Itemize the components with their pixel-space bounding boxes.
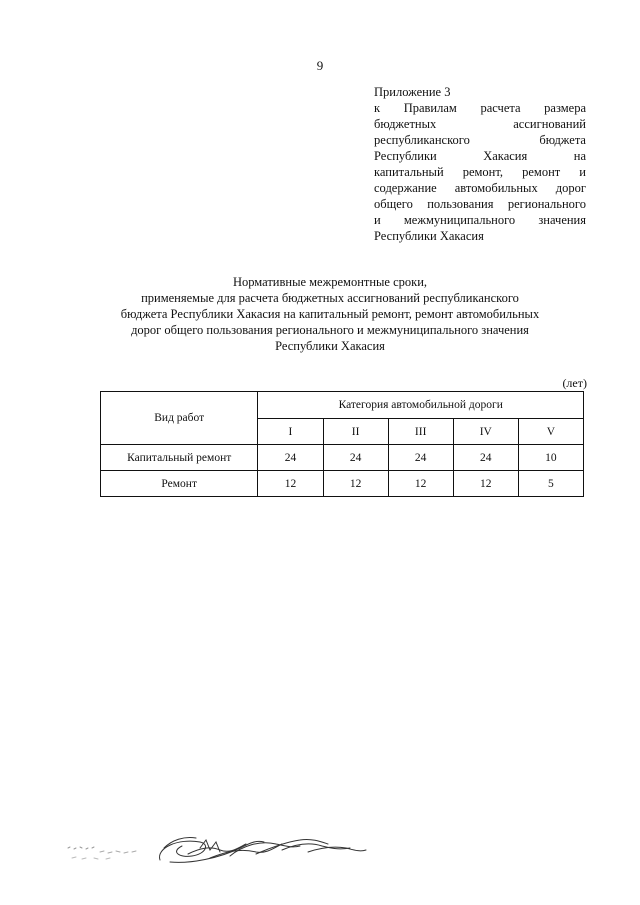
category-cell: II [323,419,388,445]
units-label: (лет) [562,376,587,390]
table-cell: 5 [518,471,583,497]
category-cell: III [388,419,453,445]
appendix-line: содержание автомобильных дорог [374,181,586,195]
table-cell: 12 [323,471,388,497]
document-title [80,274,580,354]
table-header-row [101,392,584,419]
category-cell: IV [453,419,518,445]
header-work-type: Вид работ [101,392,258,445]
appendix-line: республиканского бюджета [374,133,586,147]
row-label: Ремонт [101,471,258,497]
row-label: Капитальный ремонт [101,445,258,471]
table-cell: 12 [258,471,323,497]
table-cell: 24 [453,445,518,471]
category-cell: V [518,419,583,445]
table-row [101,445,584,471]
header-category: Категория автомобильной дороги [258,392,584,419]
table-cell: 24 [323,445,388,471]
appendix-line: капитальный ремонт, ремонт и [374,165,586,179]
appendix-line: Республики Хакасия на [374,149,586,163]
table-cell: 10 [518,445,583,471]
table-cell: 24 [258,445,323,471]
table-cell: 12 [388,471,453,497]
page-number: 9 [316,58,324,73]
table-row [101,471,584,497]
title-line: Республики Хакасия [275,339,385,353]
table-cell: 24 [388,445,453,471]
repair-intervals-table [100,391,584,497]
appendix-line: и межмуниципального значения [374,213,586,227]
appendix-line: Республики Хакасия [374,229,484,243]
appendix-line: к Правилам расчета размера [374,101,586,115]
appendix-line: общего пользования регионального [374,197,586,211]
appendix-line: Приложение 3 [374,85,451,99]
category-cell: I [258,419,323,445]
title-line: Нормативные межремонтные сроки, [232,275,428,289]
signature-image [60,818,380,878]
table-cell: 12 [453,471,518,497]
title-line: применяемые для расчета бюджетных ассигнований республиканского [141,291,519,305]
appendix-line: бюджетных ассигнований [374,117,586,131]
title-line: бюджета Республики Хакасия на капитальный ремонт, ремонт автомобильных [120,307,540,321]
appendix-block [374,84,586,244]
title-line: дорог общего пользования регионального и межмуниципального значения [131,323,529,337]
